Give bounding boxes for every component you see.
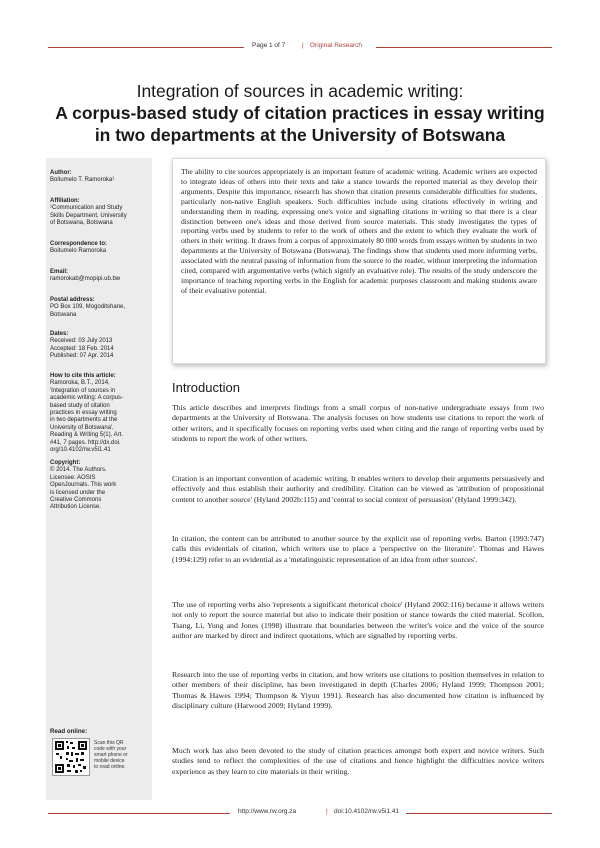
copyright-block: Copyright: © 2014. The Authors. Licensee: AOSIS OpenJournals. This work is licensed under the Creative Commons Attribution License. (50, 460, 117, 511)
title-line-3: in two departments at the University of Botswana (94, 125, 506, 145)
page-number: Page 1 of 7 (252, 42, 286, 49)
postal-address-block: Postal address: PO Box 109, Mogoditshane, Botswana (50, 297, 126, 318)
correspondence-block: Correspondence to: Boitumelo Ramoroka (50, 241, 108, 255)
author-block: Author: Boitumelo T. Ramoroka¹ (50, 170, 115, 184)
header-rule-left (48, 47, 244, 48)
abstract-box (172, 158, 546, 364)
title-line-2: A corpus-based study of citation practices in essay writing (55, 103, 545, 123)
title-line-1: Integration of sources in academic writing: (136, 81, 464, 101)
footer-rule-left (48, 813, 230, 814)
paragraph: In citation, the content can be attributed to another source by the explicit use of reporting verbs. Barton (1993:747) calls this evidentials of citation, which writers use to place a 'perspective on the literature'. Thomas and Hawes (1994:129) refer to an evidential as a 'metalinguistic representation of an idea from other sources'. (172, 534, 544, 564)
dates-block: Dates: Received: 03 July 2013 Accepted: 18 Feb. 2014 Published: 07 Apr. 2014 (50, 331, 114, 360)
qr-instructions: Scan this QR code with your smart phone or mobile device to read online. (94, 740, 128, 770)
qr-code-icon[interactable] (52, 738, 90, 776)
article-type: Original Research (310, 42, 363, 49)
affiliation-block: Affiliation: ¹Communication and Study Skills Department, University of Botswana, Botswana (50, 198, 127, 227)
doi-link[interactable]: doi:10.4102/rw.v5i1.41 (334, 808, 400, 815)
read-online-label: Read online: (50, 728, 88, 735)
paragraph: Much work has also been devoted to the study of citation practices amongst both expert and novice writers. Such studies tend to reflect the complexities of the use of citations and hence highlight the difficulties novice writers experience as they learn to cite materials in their writing. (172, 746, 544, 776)
paragraph: This article describes and interprets findings from a small corpus of non-native undergraduate essays from two departments at the University of Botswana. The analysis focuses on how students use citations to report the work of other writers, and it specifically focuses on reporting verbs used when citing and the range of reporting verbs used by students to report the work of other writers. (172, 403, 544, 443)
email-block: Email: ramorokab@mopipi.ub.bw (50, 269, 150, 284)
section-heading: Introduction (172, 380, 240, 395)
article-info-sidebar (46, 158, 152, 800)
paragraph: Research into the use of reporting verbs in citation, and how writers use citations to position themselves in relation to other members of their discipline, has been investigated in depth (Charles 2006; Hyland 1999; Thompson 2001; Thomas & Hawes 1994; Thompson & Yiyun 1991). Research has also documented how citation is influenced by disciplinary culture (Harwood 2009; Hyland 1999). (172, 670, 544, 710)
paragraph: The use of reporting verbs also 'represents a significant rhetorical choice' (Hyland 2002:116) because it allows writers not only to report the source material but also to indicate their position or stance towards the cited material. Scollon, Tsang, Li, Yung and Jones (1998) illustrate that boundaries between the writer's voice and the voice of the source author are marked by direct and indirect quotations, which are signalled by reporting verbs. (172, 600, 544, 640)
footer-rule-right (406, 813, 552, 814)
abstract-text: The ability to cite sources appropriately is an important feature of academic writing. Academic writers are expected to integrate ideas of others into their texts and take a stance towards the reported material as they develop their arguments. Despite this importance, research has shown that citation presents considerable difficulties for students, particularly non-native English speakers. Such difficulties include using citations effectively in writing and understanding them in reading, expressing one's voice and signalling citations in writing so that there is a clear distinction between one's ideas and those derived from source materials. This study investigates the types of reporting verbs used by students to refer to the work of others and the extent to which they evaluate the work of others in their writing. It draws from a corpus of approximately 80 000 words from essays written by students in two departments at the University of Botswana (Botswana). The findings show that students used more informing verbs, associated with the neutral passing of information from the source to the reader, without interpreting the information cited, compared with argumentative verbs (which signify an evaluative role). The results of the study underscore the importance of teaching reporting verbs in the English for academic purposes classroom and making students aware of their evaluative potential. (181, 167, 537, 295)
email-link[interactable]: ramorokab@mopipi.ub.bw (50, 276, 121, 283)
article-title (30, 80, 570, 146)
header-separator: | (302, 42, 304, 49)
footer-separator: | (326, 808, 328, 815)
page-footer (48, 808, 552, 820)
header-rule-right (376, 47, 552, 48)
paragraph: Citation is an important convention of academic writing. It enables writers to develop their arguments persuasively and effectively and thus establish their authority and credibility. Citation can be viewed as 'attribution of propositional content to another source' (Hyland 2002b:115) and 'central to social context of persuasion' (Hyland 1999:342). (172, 474, 544, 504)
how-to-cite-block: How to cite this article: Ramoroka, B.T., 2014, 'Integration of sources in academic writing: A corpus- based study of citation practices in essay writing in two departments at the University of Botswana', Reading & Writing 5(1), Art. #41, 7 pages. http://dx.doi. org/10.4102/rw.v5i1.41 (50, 373, 124, 454)
journal-url-link[interactable]: http://www.rw.org.za (238, 808, 297, 815)
page-header (48, 42, 552, 54)
